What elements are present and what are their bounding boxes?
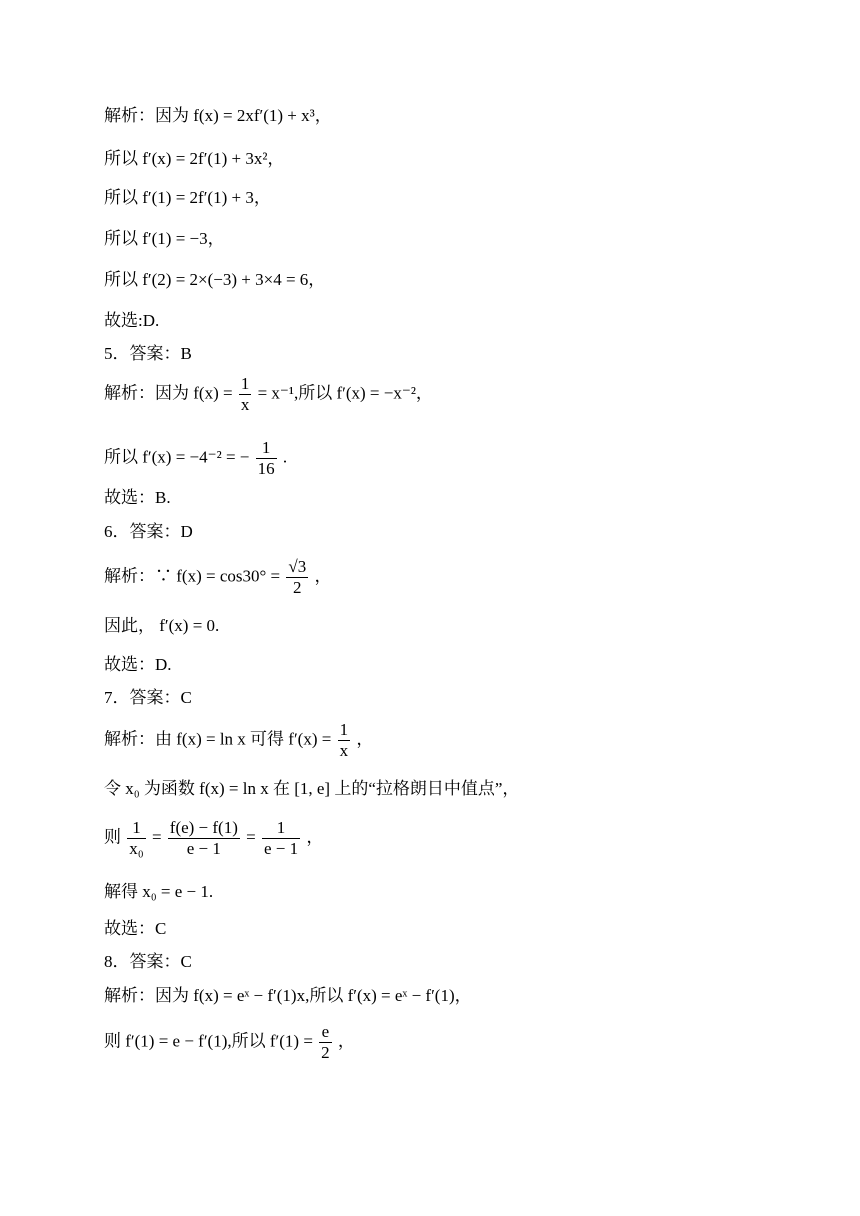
text-line: 解得 x₀ = e − 1. <box>104 882 214 901</box>
fraction: $\frac{1}{x}$ <box>240 374 250 414</box>
text-line: 解析：∵ f(x) = cos30° = $\frac{√3}{2}$ ， <box>104 557 332 597</box>
fraction: $\frac{e}{2}$ <box>321 1022 330 1062</box>
fraction: $\frac{1}{\text{x₀}}$ <box>129 818 144 858</box>
text-line: 解析：因为 f(x) = 2xf′(1) + x³， <box>104 106 332 125</box>
text-line: 所以 f′(2) = 2×(−3) + 3×4 = 6， <box>104 270 326 289</box>
text-line: 解析：因为 f(x) = $\frac{1}{x}$ = x⁻¹,所以 f′(x) = −x⁻²， <box>104 374 433 414</box>
fraction: $\frac{√3}{2}$ <box>288 557 307 597</box>
text-line: 令 x₀ 为函数 f(x) = ln x 在 [1, e] 上的“拉格朗日中值点”， <box>104 779 520 798</box>
text-line: 所以 f′(x) = −4⁻² = − $\frac{1}{16}$ . <box>104 438 288 478</box>
text-line: 故选：C <box>104 919 167 938</box>
fraction: $\frac{1}{x}$ <box>339 720 349 760</box>
text-line: 则 $\frac{1}{\text{x₀}}$ = $\frac{f(e) - f(1)}{e - 1}$ = $\frac{1}{e - 1}$ ， <box>104 818 324 858</box>
text-line: 故选：B. <box>104 488 171 507</box>
fraction: $\frac{1}{e - 1}$ <box>263 818 299 858</box>
text-line: 因此， f′(x) = 0. <box>104 616 220 635</box>
question-answer: 7．答案：C <box>104 688 192 707</box>
text-line: 故选：D. <box>104 655 172 674</box>
text-line: 故选:D. <box>104 311 160 330</box>
question-answer: 6．答案：D <box>104 522 193 541</box>
question-answer: 5．答案：B <box>104 344 192 363</box>
text-line: 所以 f′(1) = 2f′(1) + 3， <box>104 188 271 207</box>
fraction: $\frac{f(e) - f(1)}{e - 1}$ <box>169 818 238 858</box>
text-line: 所以 f′(x) = 2f′(1) + 3x²， <box>104 149 285 168</box>
text-line: 解析：由 f(x) = ln x 可得 f′(x) = $\frac{1}{x}$ ， <box>104 720 374 760</box>
text-line: 解析：因为 f(x) = eˣ − f′(1)x,所以 f′(x) = eˣ − f′(1)， <box>104 986 472 1005</box>
fraction: $\frac{1}{16}$ <box>257 438 275 478</box>
text-line: 所以 f′(1) = −3， <box>104 229 225 248</box>
text-line: 则 f′(1) = e − f′(1),所以 f′(1) = $\frac{e}{2}$ ， <box>104 1022 355 1062</box>
question-answer: 8．答案：C <box>104 952 192 971</box>
